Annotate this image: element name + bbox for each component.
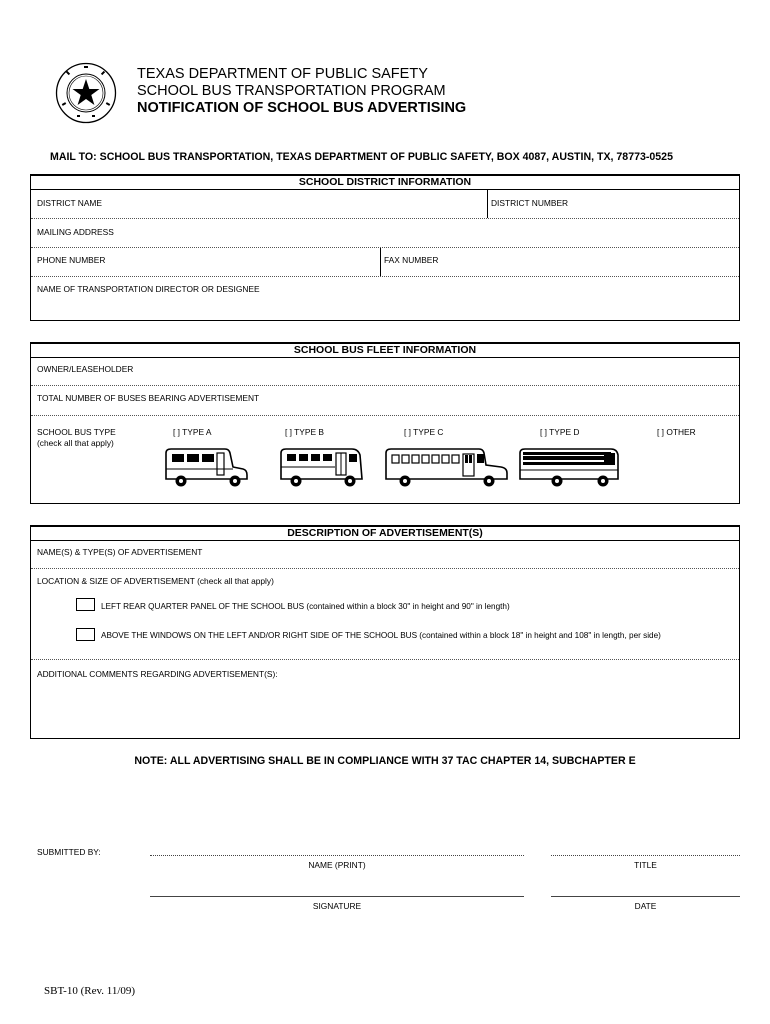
district-name-field[interactable]: DISTRICT NAME — [37, 198, 102, 208]
phone-fax-row — [31, 248, 739, 277]
owner-leaseholder-field[interactable]: OWNER/LEASEHOLDER — [37, 364, 134, 374]
above-windows-checkbox[interactable] — [76, 628, 95, 641]
mailing-address-row — [31, 219, 739, 248]
form-number: SBT-10 (Rev. 11/09) — [44, 985, 136, 997]
mail-to-address: MAIL TO: SCHOOL BUS TRANSPORTATION, TEXAS DEPARTMENT OF PUBLIC SAFETY, BOX 4087, AUSTIN, TX, 78773-0525 — [50, 151, 673, 163]
location-size-row — [31, 569, 739, 660]
advertisement-names-field[interactable]: NAME(S) & TYPE(S) OF ADVERTISEMENT — [37, 547, 203, 557]
phone-number-field[interactable]: PHONE NUMBER — [37, 255, 106, 265]
transportation-director-field[interactable]: NAME OF TRANSPORTATION DIRECTOR OR DESIGNEE — [37, 284, 260, 294]
title-label: TITLE — [634, 860, 657, 870]
advertisement-section — [30, 525, 740, 739]
bus-type-row — [31, 416, 739, 504]
director-row — [31, 277, 739, 321]
section-title: SCHOOL BUS FLEET INFORMATION — [31, 344, 739, 358]
comments-row — [31, 660, 739, 740]
type-d-bus-image — [517, 443, 621, 489]
fax-number-field[interactable]: FAX NUMBER — [384, 255, 439, 265]
bus-fleet-section — [30, 342, 740, 504]
type-b-bus-image — [278, 445, 368, 489]
dps-seal-logo — [55, 62, 117, 124]
date-label: DATE — [634, 901, 657, 911]
left-rear-panel-label: LEFT REAR QUARTER PANEL OF THE SCHOOL BUS (contained within a block 30" in height and 90" in length) — [101, 602, 510, 611]
date-line[interactable] — [551, 896, 740, 897]
title-line[interactable] — [551, 855, 740, 856]
mailing-address-field[interactable]: MAILING ADDRESS — [37, 227, 114, 237]
location-size-label: LOCATION & SIZE OF ADVERTISEMENT (check all that apply) — [37, 576, 274, 586]
type-d-checkbox[interactable]: [ ] TYPE D — [540, 427, 580, 437]
total-buses-row — [31, 386, 739, 416]
district-name-row — [31, 190, 739, 219]
additional-comments-field[interactable]: ADDITIONAL COMMENTS REGARDING ADVERTISEMENT(S): — [37, 669, 278, 679]
type-c-checkbox[interactable]: [ ] TYPE C — [404, 427, 444, 437]
type-c-bus-image — [383, 445, 511, 489]
district-number-field[interactable]: DISTRICT NUMBER — [491, 198, 569, 208]
other-checkbox[interactable]: [ ] OTHER — [657, 427, 696, 437]
agency-title: TEXAS DEPARTMENT OF PUBLIC SAFETY — [137, 66, 428, 82]
total-buses-field[interactable]: TOTAL NUMBER OF BUSES BEARING ADVERTISEMENT — [37, 393, 260, 403]
form-title: NOTIFICATION OF SCHOOL BUS ADVERTISING — [137, 100, 467, 116]
above-windows-label: ABOVE THE WINDOWS ON THE LEFT AND/OR RIGHT SIDE OF THE SCHOOL BUS (contained within a block 18" in height and 108" in length, per side) — [101, 631, 661, 640]
school-district-section — [30, 174, 740, 321]
signature-label: SIGNATURE — [312, 901, 362, 911]
type-a-bus-image — [163, 445, 249, 489]
bus-type-label: SCHOOL BUS TYPE — [37, 427, 116, 437]
submitted-by-label: SUBMITTED BY: — [37, 847, 101, 857]
program-title: SCHOOL BUS TRANSPORTATION PROGRAM — [137, 83, 446, 99]
section-title: DESCRIPTION OF ADVERTISEMENT(S) — [31, 527, 739, 541]
svg-text:M: M — [84, 85, 88, 89]
compliance-note: NOTE: ALL ADVERTISING SHALL BE IN COMPLIANCE WITH 37 TAC CHAPTER 14, SUBCHAPTER E — [134, 755, 636, 767]
owner-row — [31, 358, 739, 386]
left-rear-panel-checkbox[interactable] — [76, 598, 95, 611]
section-title: SCHOOL DISTRICT INFORMATION — [31, 176, 739, 190]
bus-type-hint: (check all that apply) — [37, 438, 114, 448]
names-types-row — [31, 541, 739, 569]
signature-line[interactable] — [150, 896, 524, 897]
type-b-checkbox[interactable]: [ ] TYPE B — [285, 427, 324, 437]
type-a-checkbox[interactable]: [ ] TYPE A — [173, 427, 212, 437]
name-print-line[interactable] — [150, 855, 524, 856]
name-print-label: NAME (PRINT) — [308, 860, 366, 870]
